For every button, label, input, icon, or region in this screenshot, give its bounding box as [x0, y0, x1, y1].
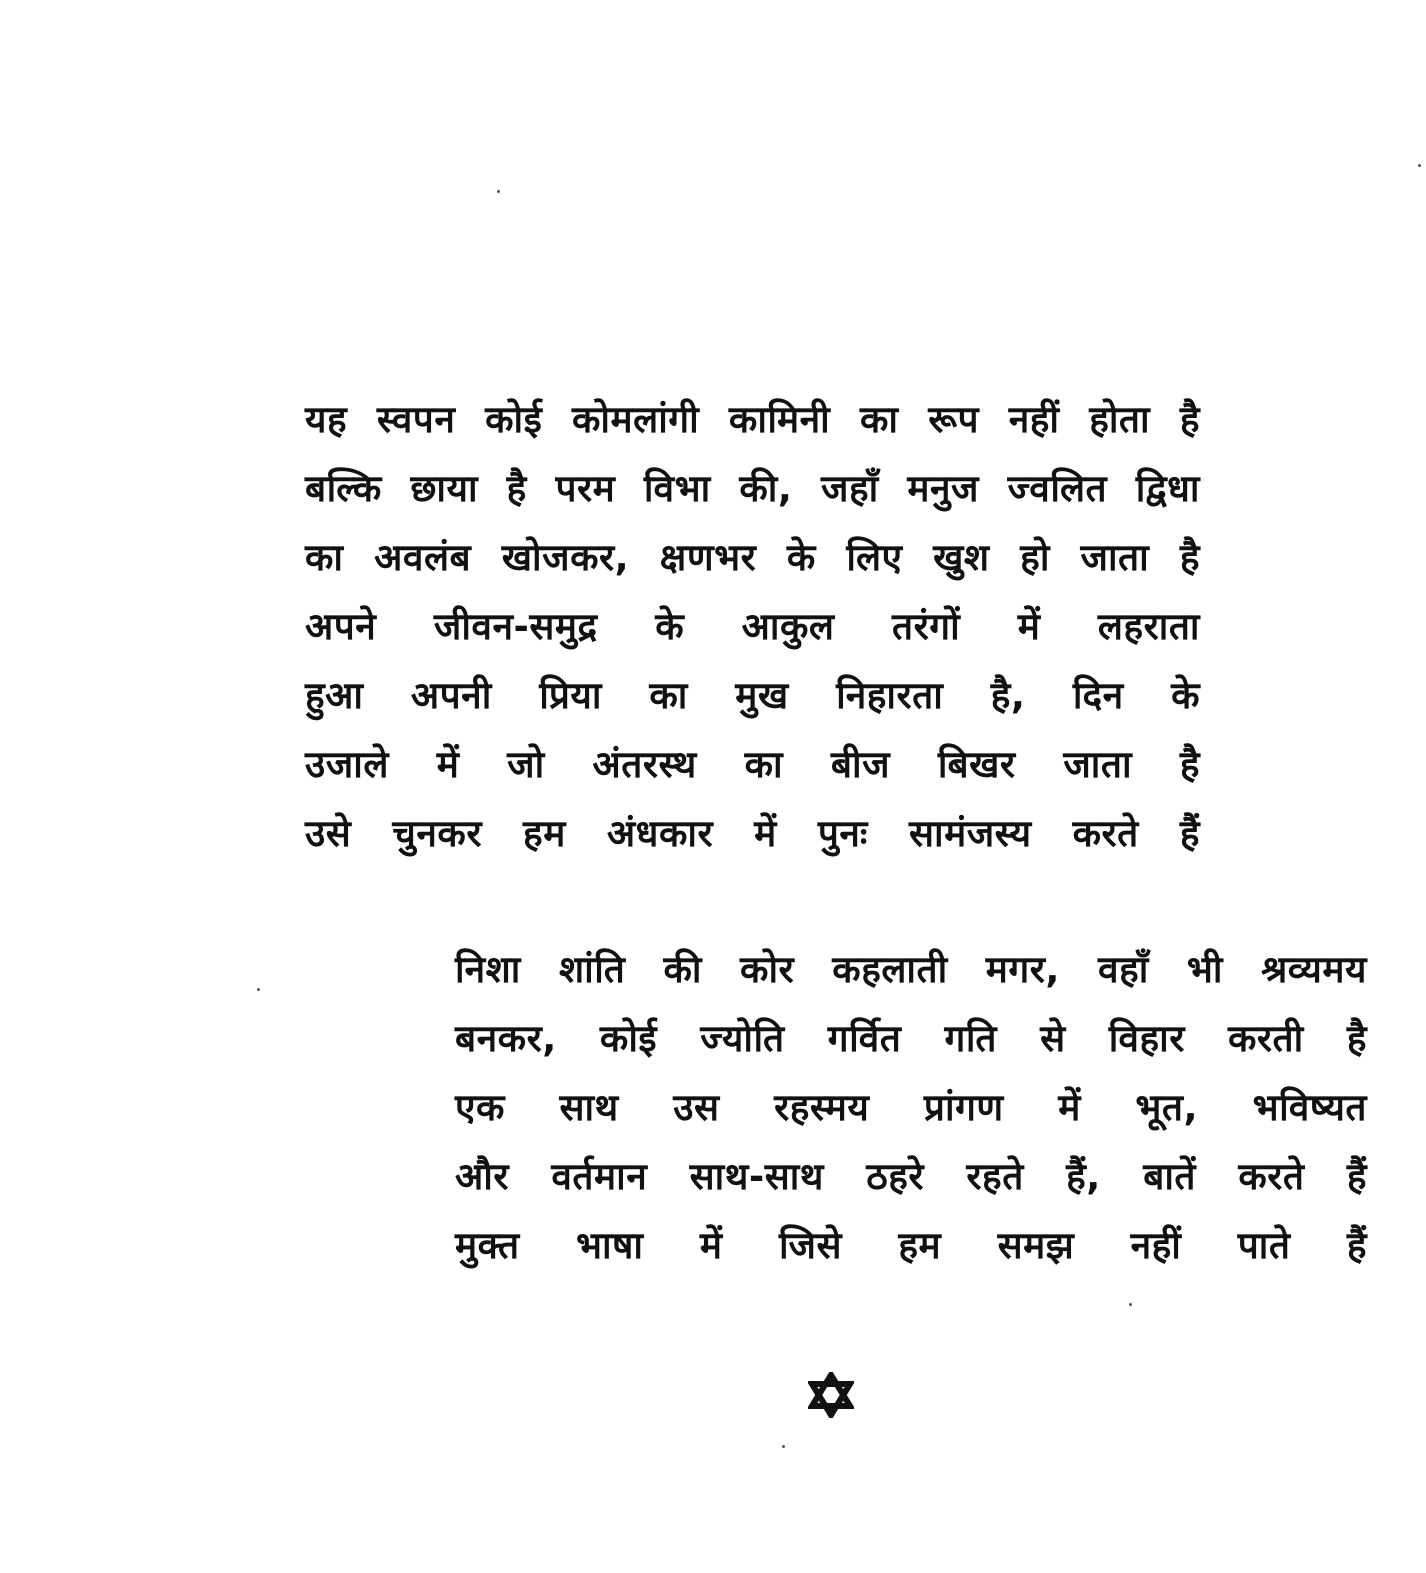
scan-speck	[782, 1445, 785, 1448]
poem-line: बल्कि छाया है परम विभा की, जहाँ मनुज ज्वलित द्विधा	[305, 467, 1200, 510]
poem-line: अपने जीवन-समुद्र के आकुल तरंगों में लहराता	[305, 605, 1200, 648]
scan-speck	[1418, 164, 1421, 167]
poem-line: मुक्त भाषा में जिसे हम समझ नहीं पाते हैं	[455, 1224, 1367, 1267]
poem-line: एक साथ उस रहस्मय प्रांगण में भूत, भविष्यत	[455, 1086, 1367, 1129]
scan-speck	[1129, 1303, 1132, 1306]
poem-line: हुआ अपनी प्रिया का मुख निहारता है, दिन के	[305, 674, 1200, 717]
poem-line: और वर्तमान साथ-साथ ठहरे रहते हैं, बातें करते हैं	[455, 1155, 1367, 1198]
poem-line: उजाले में जो अंतरस्थ का बीज बिखर जाता है	[305, 743, 1200, 786]
poem-line: उसे चुनकर हम अंधकार में पुनः सामंजस्य करते हैं	[305, 812, 1200, 855]
poem-line: यह स्वपन कोई कोमलांगी कामिनी का रूप नहीं होता है	[305, 398, 1200, 441]
scan-speck	[497, 190, 500, 193]
poem-line: का अवलंब खोजकर, क्षणभर के लिए खुश हो जाता है	[305, 536, 1200, 579]
stanza-2	[455, 935, 1367, 1280]
poem-line: निशा शांति की कोर कहलाती मगर, वहाँ भी श्रव्यमय	[455, 948, 1367, 991]
poem-line: बनकर, कोई ज्योति गर्वित गति से विहार करती है	[455, 1017, 1367, 1060]
star-of-david-icon	[808, 1372, 854, 1418]
stanza-1	[305, 385, 1200, 868]
scan-speck	[257, 988, 260, 991]
